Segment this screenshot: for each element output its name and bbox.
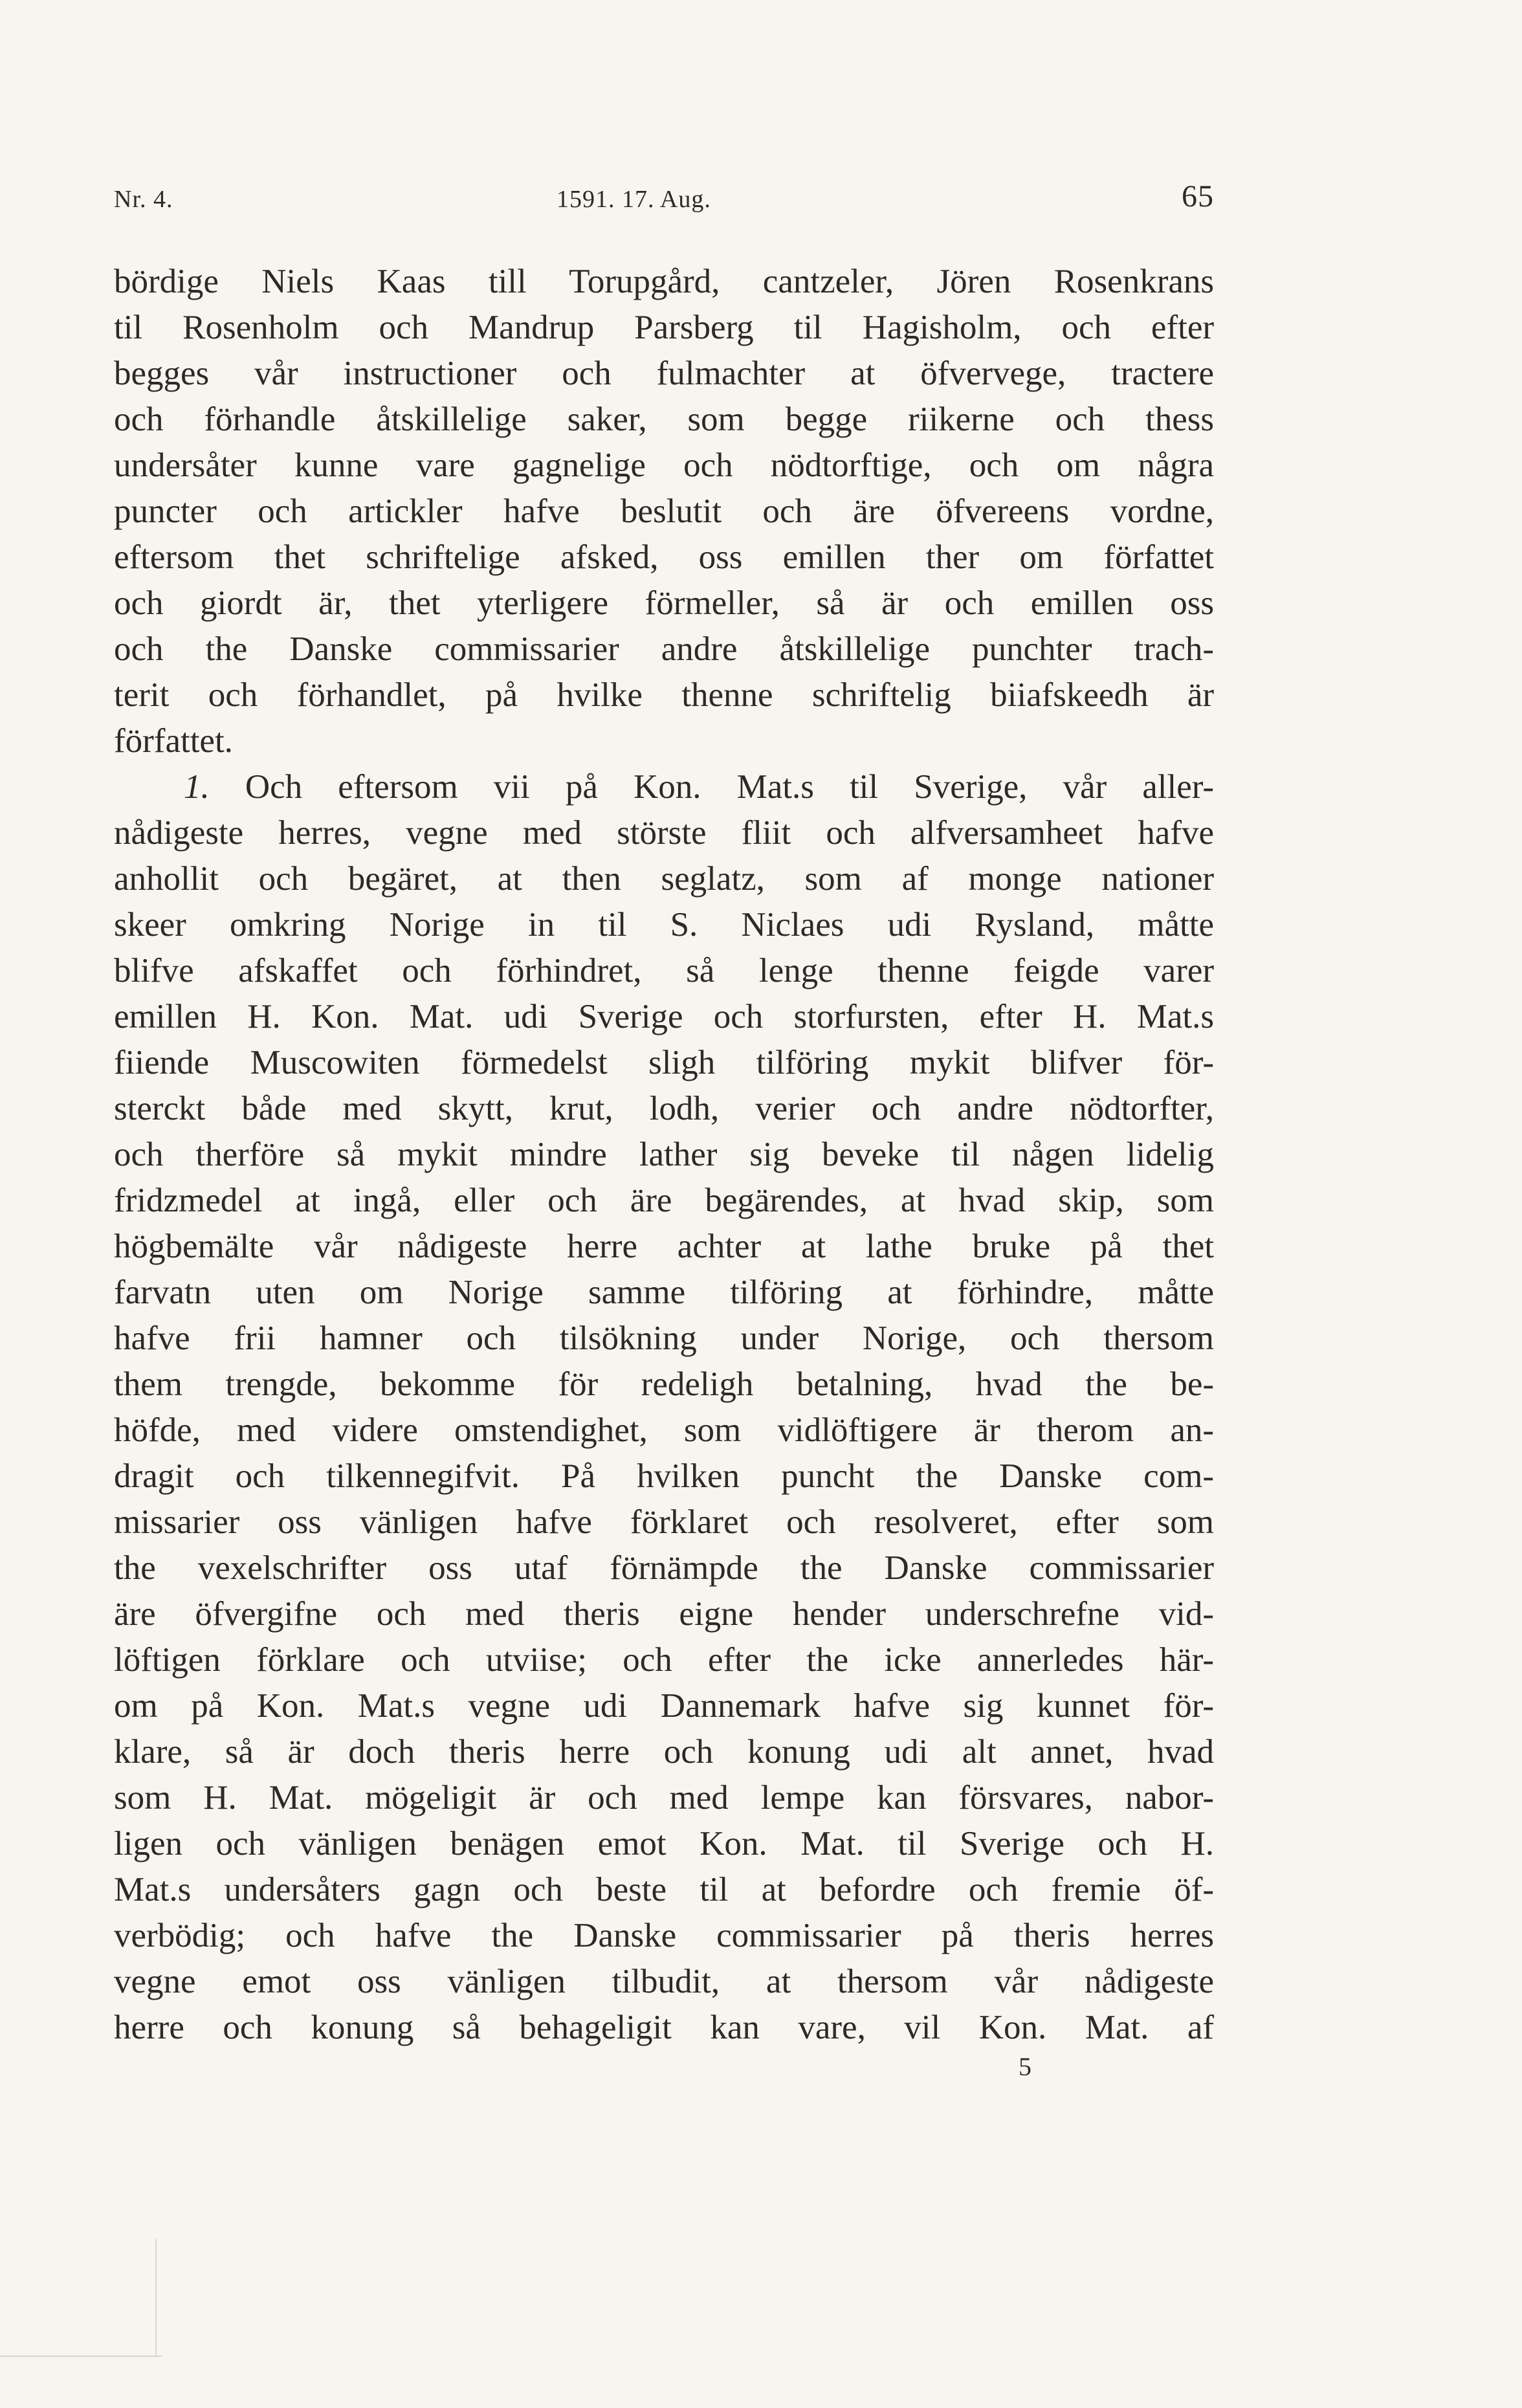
text-line: farvatn uten om Norige samme tilföring at förhindre, måtte	[114, 1274, 1214, 1311]
text-line: och therföre så mykit mindre lather sig beveke til någen lidelig	[114, 1136, 1214, 1173]
text-line: löftigen förklare och utviise; och efter the icke annerledes här-	[114, 1641, 1214, 1679]
text-line-content: Och eftersom vii på Kon. Mat.s til Sverige, vår aller-	[245, 768, 1215, 806]
text-line: hafve frii hamner och tilsökning under Norige, och thersom	[114, 1320, 1214, 1357]
text-line: fiiende Muscowiten förmedelst sligh tilföring mykit blifver för-	[114, 1044, 1214, 1081]
text-line: eftersom thet schriftelige afsked, oss emillen ther om författet	[114, 538, 1214, 576]
text-line: och giordt är, thet yterligere förmeller, så är och emillen oss	[114, 584, 1214, 622]
text-line: puncter och artickler hafve beslutit och äre öfvereens vordne,	[114, 492, 1214, 530]
body-text	[114, 259, 1214, 2051]
text-line: om på Kon. Mat.s vegne udi Dannemark hafve sig kunnet för-	[114, 1687, 1214, 1725]
text-line: begges vår instructioner och fulmachter at öfvervege, tractere	[114, 355, 1214, 392]
paragraph-number: 1.	[184, 768, 210, 806]
text-line: blifve afskaffet och förhindret, så lenge thenne feigde varer	[114, 952, 1214, 989]
paragraph-start	[114, 764, 1214, 810]
text-line: äre öfvergifne och med theris eigne hender underschrefne vid-	[114, 1595, 1214, 1633]
scan-edge-line	[0, 2356, 162, 2357]
header-document-number: Nr. 4.	[114, 186, 173, 213]
text-line: the vexelschrifter oss utaf förnämpde the Danske commissarier	[114, 1549, 1214, 1587]
text-line: them trengde, bekomme för redeligh betalning, hvad the be-	[114, 1365, 1214, 1403]
text-line: til Rosenholm och Mandrup Parsberg til Hagisholm, och efter	[114, 309, 1214, 346]
text-line: herre och konung så behageligit kan vare, vil Kon. Mat. af	[114, 2009, 1214, 2046]
text-line: undersåter kunne vare gagnelige och nödtorftige, och om några	[114, 447, 1214, 484]
text-line: och förhandle åtskillelige saker, som begge riikerne och thess	[114, 401, 1214, 438]
text-line: terit och förhandlet, på hvilke thenne schriftelig biiafskeedh är	[114, 676, 1214, 714]
page-number: 65	[1182, 179, 1214, 214]
text-line: sterckt både med skytt, krut, lodh, verier och andre nödtorfter,	[114, 1090, 1214, 1127]
text-line: emillen H. Kon. Mat. udi Sverige och storfursten, efter H. Mat.s	[114, 998, 1214, 1035]
text-line: författet.	[114, 722, 233, 760]
text-line: bördige Niels Kaas till Torupgård, cantzeler, Jören Rosenkrans	[114, 263, 1214, 300]
text-line: anhollit och begäret, at then seglatz, som af monge nationer	[114, 860, 1214, 898]
text-line: höfde, med videre omstendighet, som vidlöftigere är therom an-	[114, 1411, 1214, 1449]
text-line: som H. Mat. mögeligit är och med lempe kan försvares, nabor-	[114, 1779, 1214, 1817]
signature-mark: 5	[1019, 2052, 1031, 2081]
text-line: ligen och vänligen benägen emot Kon. Mat. til Sverige och H.	[114, 1825, 1214, 1862]
text-line: missarier oss vänligen hafve förklaret och resolveret, efter som	[114, 1503, 1214, 1541]
text-line: vegne emot oss vänligen tilbudit, at thersom vår nådigeste	[114, 1963, 1214, 2000]
text-line: dragit och tilkennegifvit. På hvilken puncht the Danske com-	[114, 1457, 1214, 1495]
text-line: verbödig; och hafve the Danske commissarier på theris herres	[114, 1917, 1214, 1954]
header-date: 1591. 17. Aug.	[557, 186, 711, 213]
text-line: och the Danske commissarier andre åtskillelige punchter trach-	[114, 630, 1214, 668]
text-line: fridzmedel at ingå, eller och äre begärendes, at hvad skip, som	[114, 1182, 1214, 1219]
text-line: klare, så är doch theris herre och konung udi alt annet, hvad	[114, 1733, 1214, 1771]
text-line: nådigeste herres, vegne med störste fliit och alfversamheet hafve	[114, 814, 1214, 852]
text-line: skeer omkring Norige in til S. Niclaes udi Rysland, måtte	[114, 906, 1214, 944]
text-line: Mat.s undersåters gagn och beste til at befordre och fremie öf-	[114, 1871, 1214, 1908]
running-head	[114, 179, 1214, 221]
scan-edge-line	[155, 2239, 157, 2356]
text-line: högbemälte vår nådigeste herre achter at lathe bruke på thet	[114, 1228, 1214, 1265]
